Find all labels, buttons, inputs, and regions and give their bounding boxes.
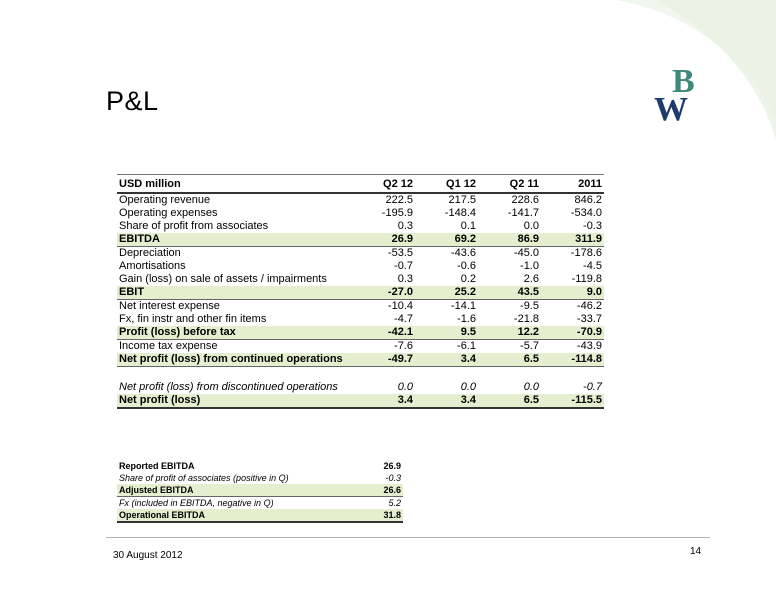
row-value: 0.3: [397, 220, 413, 232]
reconciliation-label: Operational EBITDA: [117, 509, 367, 522]
header-label: USD million: [117, 175, 352, 194]
table-row: [117, 193, 604, 207]
table-row: [117, 353, 604, 367]
table-row: [117, 247, 604, 261]
list-item: [117, 472, 403, 484]
row-value: 43.5: [478, 286, 541, 300]
row-value: -115.5: [541, 394, 604, 408]
row-value: 222.5: [385, 194, 413, 206]
row-value: 6.5: [478, 394, 541, 408]
spacer-cell: [478, 367, 541, 382]
footer-divider: [106, 537, 710, 538]
row-value: -27.0: [352, 286, 415, 300]
row-value: -1.0: [520, 260, 539, 272]
page-number: 14: [690, 546, 702, 557]
svg-text:B: B: [672, 63, 695, 100]
pl-table: [117, 174, 604, 409]
row-value: -7.6: [394, 340, 413, 352]
row-label: Net profit (loss): [117, 394, 352, 408]
row-value: -49.7: [352, 353, 415, 367]
row-value: -70.9: [541, 326, 604, 340]
table-row: [117, 381, 604, 394]
row-value: -6.1: [457, 340, 476, 352]
row-value: 0.0: [523, 220, 539, 232]
row-value: -43.9: [576, 340, 602, 352]
row-value: -4.7: [394, 313, 413, 325]
reconciliation-label: Adjusted EBITDA: [117, 484, 367, 497]
row-value: 9.5: [415, 326, 478, 340]
row-value: 0.0: [523, 381, 539, 393]
svg-text:W: W: [654, 91, 688, 124]
row-value: -114.8: [541, 353, 604, 367]
list-item: [117, 509, 403, 522]
row-value: 26.9: [352, 233, 415, 247]
row-value: -10.4: [387, 300, 413, 312]
row-label: Gain (loss) on sale of assets / impairments: [119, 273, 327, 285]
row-label: Share of profit from associates: [119, 220, 269, 232]
row-value: -178.6: [570, 247, 602, 259]
table-row: [117, 326, 604, 340]
row-value: -53.5: [387, 247, 413, 259]
row-value: 3.4: [352, 394, 415, 408]
row-label: Income tax expense: [119, 340, 218, 352]
row-value: -21.8: [513, 313, 539, 325]
ebitda-reconciliation-table: [117, 458, 403, 523]
row-value: 2.6: [523, 273, 539, 285]
table-row: [117, 394, 604, 408]
row-value: -195.9: [381, 207, 413, 219]
pl-header-row: [117, 175, 604, 194]
spacer-cell: [415, 367, 478, 382]
reconciliation-value: -0.3: [385, 473, 401, 483]
row-value: -45.0: [513, 247, 539, 259]
page-title: P&L: [106, 86, 159, 116]
row-value: -42.1: [352, 326, 415, 340]
row-value: -33.7: [576, 313, 602, 325]
list-item: [117, 484, 403, 497]
row-value: -141.7: [507, 207, 539, 219]
table-row: [117, 207, 604, 220]
header-2011: 2011: [541, 175, 604, 194]
row-value: 0.3: [397, 273, 413, 285]
row-value: 0.2: [460, 273, 476, 285]
row-value: 9.0: [541, 286, 604, 300]
row-value: -0.7: [583, 381, 602, 393]
row-value: -9.5: [520, 300, 539, 312]
table-row: [117, 286, 604, 300]
row-label: Depreciation: [119, 247, 181, 259]
row-label: Net interest expense: [119, 300, 220, 312]
row-value: -119.8: [571, 273, 602, 285]
row-value: -534.0: [570, 207, 602, 219]
row-value: -1.6: [457, 313, 476, 325]
spacer-cell: [117, 367, 352, 382]
reconciliation-value: 31.8: [367, 509, 403, 522]
row-label: Operating expenses: [119, 207, 218, 219]
row-value: 12.2: [478, 326, 541, 340]
table-row: [117, 220, 604, 233]
row-value: 25.2: [415, 286, 478, 300]
row-value: -46.2: [576, 300, 602, 312]
header-q2-12: Q2 12: [352, 175, 415, 194]
row-value: 86.9: [478, 233, 541, 247]
row-value: -14.1: [450, 300, 476, 312]
row-label: Net profit (loss) from discontinued operations: [119, 381, 338, 393]
header-q1-12: Q1 12: [415, 175, 478, 194]
row-value: -5.7: [520, 340, 539, 352]
row-value: -0.6: [457, 260, 476, 272]
row-value: 846.2: [574, 194, 602, 206]
row-label: EBITDA: [117, 233, 352, 247]
row-value: 3.4: [415, 394, 478, 408]
table-row: [117, 300, 604, 314]
reconciliation-label: Fx (included in EBITDA, negative in Q): [119, 498, 274, 508]
reconciliation-label: Reported EBITDA: [119, 461, 195, 471]
spacer-cell: [352, 367, 415, 382]
row-value: -148.4: [444, 207, 476, 219]
row-value: -0.3: [583, 220, 602, 232]
reconciliation-value: 26.9: [383, 461, 401, 471]
footer-date: 30 August 2012: [113, 550, 183, 561]
list-item: [117, 497, 403, 510]
row-value: 6.5: [478, 353, 541, 367]
row-value: 69.2: [415, 233, 478, 247]
reconciliation-value: 26.6: [367, 484, 403, 497]
spacer-cell: [541, 367, 604, 382]
spacer-row: [117, 367, 604, 382]
header-q2-11: Q2 11: [478, 175, 541, 194]
row-value: -0.7: [394, 260, 413, 272]
reconciliation-value: 5.2: [388, 498, 401, 508]
table-row: [117, 313, 604, 326]
row-label: Operating revenue: [119, 194, 211, 206]
table-row: [117, 273, 604, 286]
row-value: 3.4: [415, 353, 478, 367]
row-value: 0.1: [460, 220, 476, 232]
row-value: 228.6: [511, 194, 539, 206]
table-row: [117, 340, 604, 354]
row-label: Fx, fin instr and other fin items: [119, 313, 267, 325]
row-value: 0.0: [460, 381, 476, 393]
list-item: [117, 458, 403, 472]
row-value: 217.5: [448, 194, 476, 206]
row-value: -43.6: [450, 247, 476, 259]
row-value: -4.5: [583, 260, 602, 272]
reconciliation-label: Share of profit of associates (positive in Q): [119, 473, 289, 483]
table-row: [117, 260, 604, 273]
row-value: 311.9: [541, 233, 604, 247]
row-label: Amortisations: [119, 260, 186, 272]
row-label: Profit (loss) before tax: [117, 326, 352, 340]
company-logo-icon: [650, 62, 710, 124]
table-row: [117, 233, 604, 247]
row-label: EBIT: [117, 286, 352, 300]
row-label: Net profit (loss) from continued operations: [117, 353, 352, 367]
row-value: 0.0: [397, 381, 413, 393]
